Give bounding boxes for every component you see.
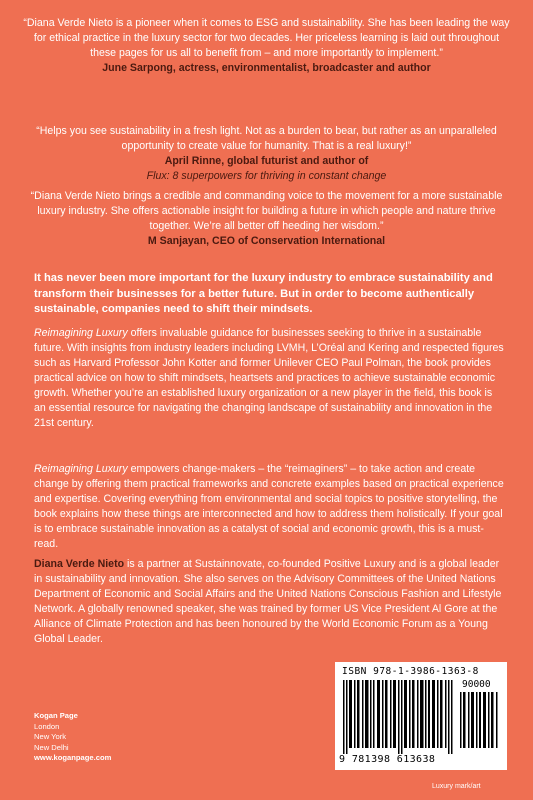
publisher-city: London <box>34 721 60 731</box>
publisher-website: www.koganpage.com <box>34 753 112 762</box>
ean-digits: 9 781398 613638 <box>339 754 436 765</box>
paragraph-text: empowers change-makers – the “reimaginers” – to take action and create change by offering them practical frameworks and concrete examples based on practical experience and expertise. Covering everything from environmental and social topics to positive storytelling, the book explains how these things are interconnected and how to address them holistically. If your goal is to embrace sustainable innovation as a catalyst of social and economic growth, this is a must-read. <box>34 463 504 550</box>
quote-attribution: April Rinne, global futurist and author of <box>164 155 369 167</box>
intro-paragraph: It has never been more important for the luxury industry to embrace sustainability and transform their businesses for a better future. But in order to become authentically sustainable, companies need to shift their mindsets. <box>34 272 493 315</box>
isbn-barcode <box>335 662 507 770</box>
publisher-city: New York <box>34 732 67 741</box>
isbn-label: ISBN 978-1-3986-1363-8 <box>342 666 479 677</box>
quote-text: “Diana Verde Nieto is a pioneer when it comes to ESG and sustainability. She has been leading the way for ethical practice in the luxury sector for two decades. Her priceless learning is laid out throughout these pages for us all to benefit from – and more importantly to implement.” <box>23 17 510 59</box>
publisher-block <box>34 711 111 764</box>
description-paragraph-2 <box>34 462 504 552</box>
author-name: Diana Verde Nieto <box>34 558 125 570</box>
endorsement-quote-1 <box>20 16 513 76</box>
quote-text: “Diana Verde Nieto brings a credible and commanding voice to the movement for a more sustainable luxury industry. She offers actionable insight for building a future in which people and nature thrive together. We’re all better off heeding her wisdom.” <box>30 190 503 232</box>
quote-attribution: M Sanjayan, CEO of Conservation International <box>147 235 386 247</box>
quote-attribution: June Sarpong, actress, environmentalist, broadcaster and author <box>102 62 431 74</box>
endorsement-quote-2 <box>20 124 513 184</box>
photo-credit: Luxury mark/art <box>432 783 481 790</box>
quote-book-title: Flux: 8 superpowers for thriving in constant change <box>146 170 387 182</box>
bio-text: is a partner at Sustainnovate, co-founded Positive Luxury and is a global leader in sustainability and innovation. She also serves on the Advisory Committees of the United Nations Department of Economic and Social Affairs and the United Nations Conscious Fashion and Lifestyle Network. A globally renowned speaker, she was trained by former US Vice President Al Gore at the Alliance of Climate Protection and has been honoured by the World Economic Forum as a Young Global Leader. <box>34 558 502 645</box>
author-bio <box>34 557 504 647</box>
description-paragraph-1 <box>34 326 504 431</box>
publisher-city: New Delhi <box>34 742 69 752</box>
publisher-name: Kogan Page <box>34 711 78 720</box>
book-title: Reimagining Luxury <box>34 327 128 339</box>
addon-barcode-icon <box>460 692 500 748</box>
barcode-icon <box>343 680 455 754</box>
price-addon-label: 90000 <box>462 679 491 690</box>
quote-text: “Helps you see sustainability in a fresh light. Not as a burden to bear, but rather as an unparalleled opportunity to create value for humanity. That is a real luxury!” <box>36 125 497 152</box>
endorsement-quote-3 <box>20 189 513 249</box>
paragraph-text: offers invaluable guidance for businesses seeking to thrive in a sustainable future. With insights from industry leaders including LVMH, L’Oréal and Kering and respected figures such as Harvard Professor John Kotter and former Unilever CEO Paul Polman, the book provides practical advice on how to shift mindsets, heartsets and practices to achieve sustainable economic growth. Whether you’re an established luxury organization or a new player in the field, this book is an essential resource for navigating the changing landscape of sustainability and innovation in the 21st century. <box>34 327 504 429</box>
book-title: Reimagining Luxury <box>34 463 128 475</box>
